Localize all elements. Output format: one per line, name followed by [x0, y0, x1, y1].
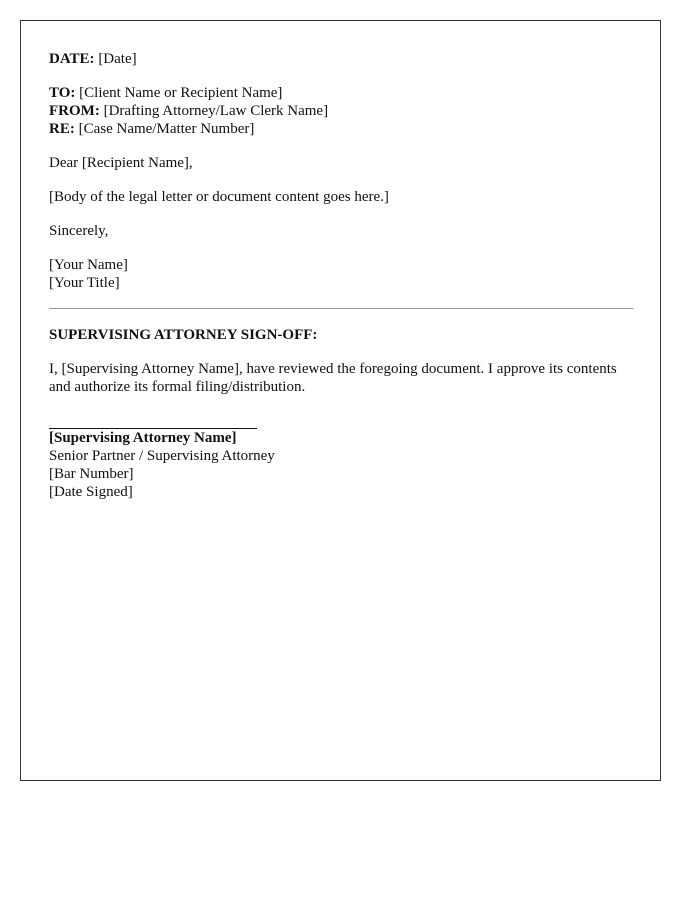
- to-value: [Client Name or Recipient Name]: [79, 85, 283, 101]
- signoff-heading: SUPERVISING ATTORNEY SIGN-OFF:: [49, 327, 318, 343]
- closing: Sincerely,: [49, 223, 109, 239]
- from-line: [49, 102, 633, 120]
- supervisor-name-text: [Supervising Attorney Name]: [49, 430, 237, 446]
- supervisor-block: [49, 429, 633, 501]
- date-signed: [Date Signed]: [49, 484, 133, 500]
- date-label: DATE:: [49, 51, 95, 67]
- document-content: [49, 49, 633, 501]
- from-value: [Drafting Attorney/Law Clerk Name]: [103, 103, 329, 119]
- to-label: TO:: [49, 85, 76, 101]
- re-label: RE:: [49, 121, 75, 137]
- letter-body: [Body of the legal letter or document content goes here.]: [49, 189, 389, 205]
- memo-header: [49, 84, 633, 138]
- signer-title: [Your Title]: [49, 275, 120, 291]
- re-line: [49, 120, 633, 138]
- signature-block: [49, 256, 633, 292]
- re-value: [Case Name/Matter Number]: [78, 121, 255, 137]
- supervisor-name: [49, 429, 633, 447]
- date-line: [49, 50, 633, 68]
- signoff-statement: I, [Supervising Attorney Name], have reviewed the foregoing document. I approve its contents and authorize its formal filing/distribution.: [49, 361, 617, 395]
- bar-number: [Bar Number]: [49, 466, 134, 482]
- signer-name: [Your Name]: [49, 257, 128, 273]
- document-page: [20, 20, 661, 781]
- section-divider: [49, 308, 633, 309]
- salutation: Dear [Recipient Name],: [49, 155, 193, 171]
- date-value: [Date]: [98, 51, 137, 67]
- from-label: FROM:: [49, 103, 100, 119]
- to-line: [49, 84, 633, 102]
- supervisor-title: Senior Partner / Supervising Attorney: [49, 448, 275, 464]
